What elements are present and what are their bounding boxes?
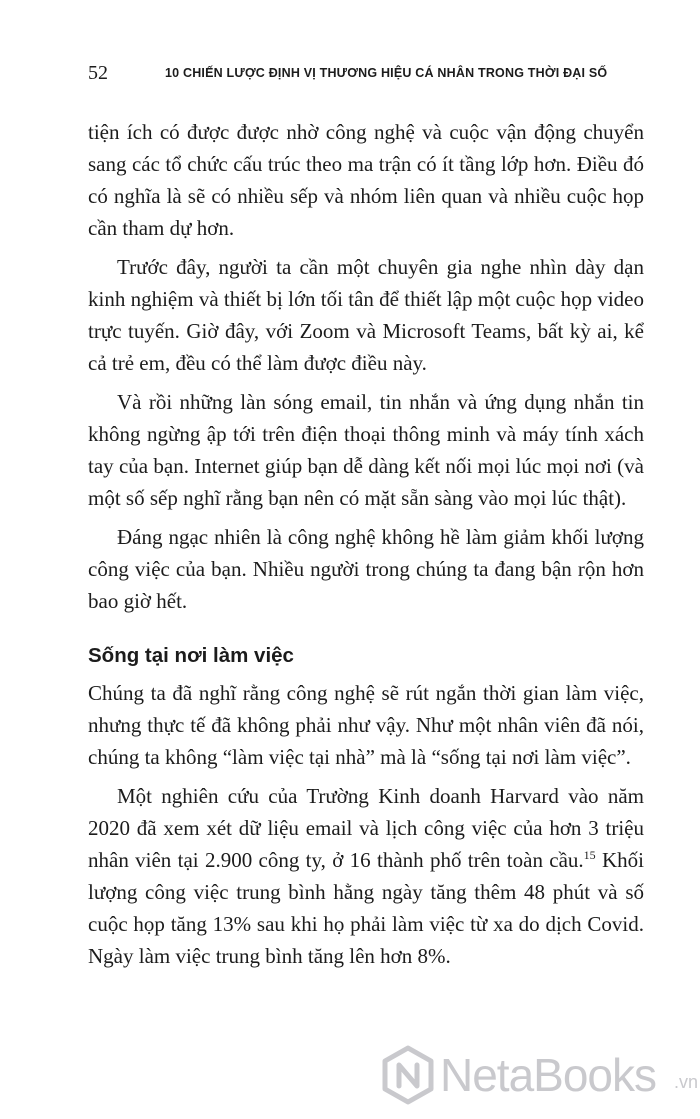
watermark-brand: NetaBooks bbox=[440, 1049, 657, 1101]
running-header bbox=[88, 58, 640, 88]
footnote-marker: 15 bbox=[583, 848, 596, 862]
book-title: 10 CHIẾN LƯỢC ĐỊNH VỊ THƯƠNG HIỆU CÁ NHÂN TRONG THỜI ĐẠI SỐ bbox=[165, 66, 608, 80]
paragraph-2: Trước đây, người ta cần một chuyên gia nghe nhìn dày dạn kinh nghiệm và thiết bị lớn tối tân để thiết lập một cuộc họp video trực tuyến. Giờ đây, với Zoom và Microsoft Teams, bất kỳ ai, kể cả trẻ em, đều có thể làm được điều này. bbox=[88, 255, 644, 375]
paragraph-6 bbox=[88, 780, 644, 972]
paragraph-1: tiện ích có được được nhờ công nghệ và cuộc vận động chuyển sang các tổ chức cấu trúc theo ma trận có ít tầng lớp hơn. Điều đó có nghĩa là sẽ có nhiều sếp và nhóm liên quan và nhiều cuộc họp cần tham dự hơn. bbox=[88, 120, 644, 240]
paragraph-5: Chúng ta đã nghĩ rằng công nghệ sẽ rút ngắn thời gian làm việc, nhưng thực tế đã không phải như vậy. Như một nhân viên đã nói, chúng ta không “làm việc tại nhà” mà là “sống tại nơi làm việc”. bbox=[88, 681, 644, 769]
section-heading: Sống tại nơi làm việc bbox=[88, 644, 294, 667]
neta-logo-icon bbox=[378, 1045, 438, 1105]
watermark bbox=[378, 1045, 698, 1105]
watermark-suffix: .vn bbox=[673, 1072, 698, 1092]
paragraph-6-start: Một nghiên cứu của Trường Kinh doanh Harvard vào năm 2020 đã xem xét dữ liệu email và lịch công việc của hơn 3 triệu nhân viên tại 2.900 công ty, ở 16 thành phố trên toàn cầu. bbox=[88, 784, 644, 872]
paragraph-4: Đáng ngạc nhiên là công nghệ không hề làm giảm khối lượng công việc của bạn. Nhiều người trong chúng ta đang bận rộn hơn bao giờ hết. bbox=[88, 525, 644, 613]
paragraph-6-end: Khối lượng công việc trung bình hằng ngày tăng thêm 48 phút và số cuộc họp tăng 13% sau khi họ phải làm việc từ xa do dịch Covid. Ngày làm việc trung bình tăng lên hơn 8%. bbox=[88, 848, 645, 968]
page-number: 52 bbox=[88, 62, 108, 84]
page-content bbox=[88, 116, 644, 979]
paragraph-3: Và rồi những làn sóng email, tin nhắn và ứng dụng nhắn tin không ngừng ập tới trên điện thoại thông minh và máy tính xách tay của bạn. Internet giúp bạn dễ dàng kết nối mọi lúc mọi nơi (và một số sếp nghĩ rằng bạn nên có mặt sẵn sàng vào mọi lúc thật). bbox=[88, 390, 644, 510]
